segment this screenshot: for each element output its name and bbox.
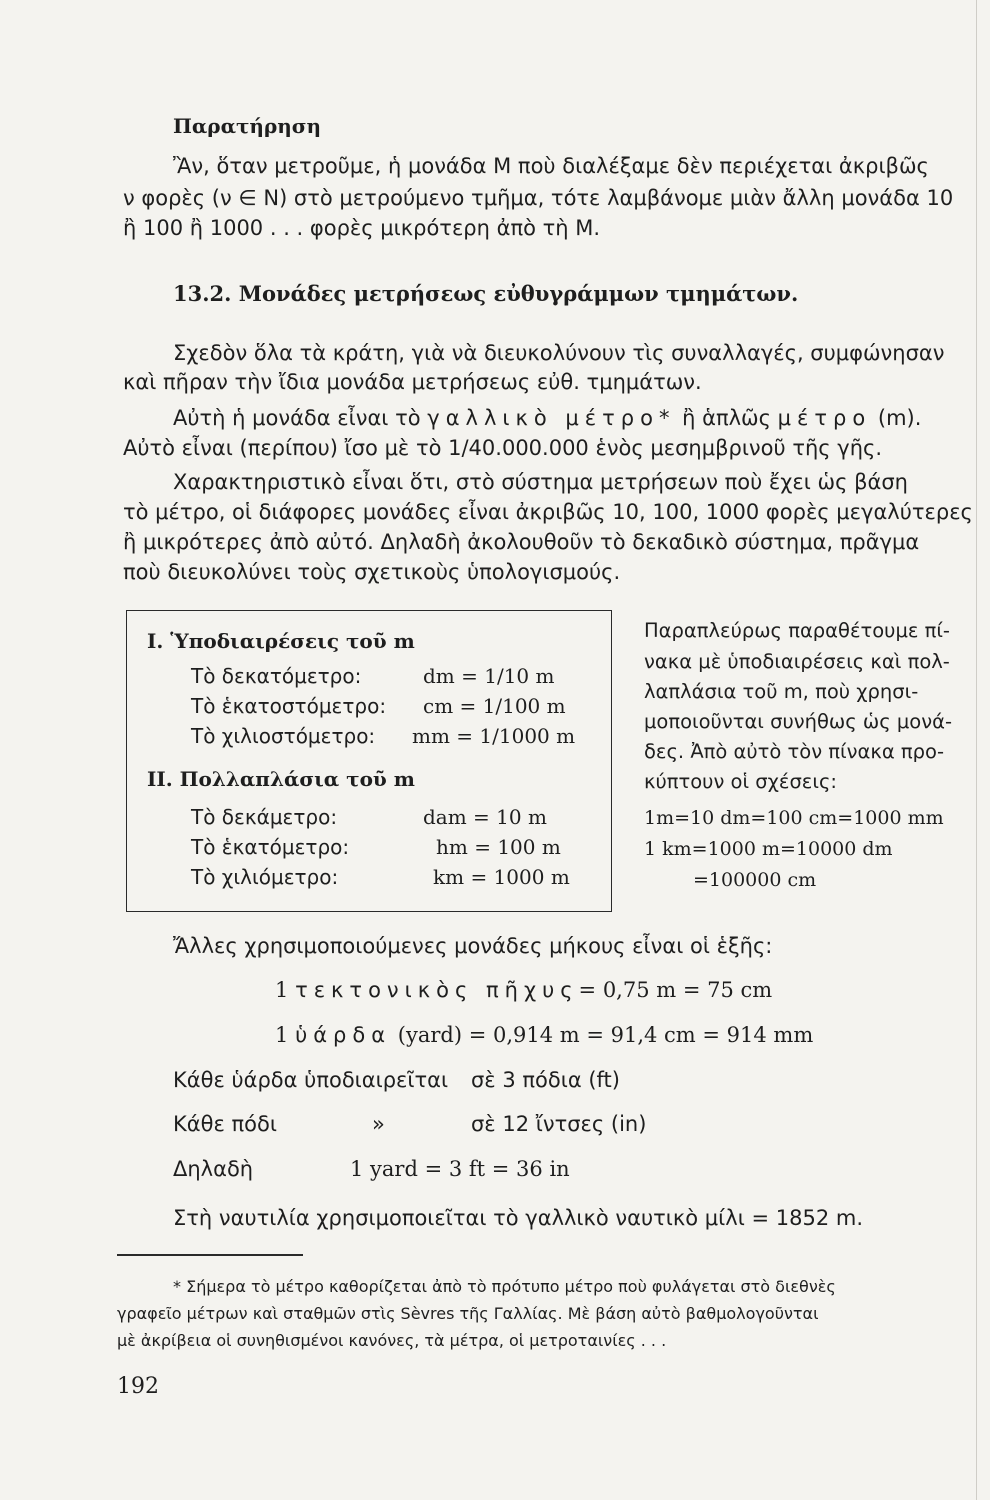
mult-row-name: Τὸ ἑκατόμετρο: xyxy=(191,835,350,859)
sub-row-value: mm = 1/1000 m xyxy=(412,724,576,748)
note-line-3: ἢ 100 ἢ 1000 . . . φορὲς μικρότερη ἀπὸ τὴ Μ. xyxy=(123,216,601,240)
footnote-line-2: γραφεῖο μέτρων καὶ σταθμῶν στὶς Sèvres τῆς Γαλλίας. Μὲ βάση αὐτὸ βαθμολογοῦνται xyxy=(117,1304,819,1323)
dilady-value: 1 yard = 3 ft = 36 in xyxy=(350,1157,570,1181)
note-line-1: Ἂν, ὅταν μετροῦμε, ἡ μονάδα Μ ποὺ διαλέξαμε δὲν περιέχεται ἀκριβῶς xyxy=(173,154,929,178)
side-line-2: νακα μὲ ὑποδιαιρέσεις καὶ πολ- xyxy=(644,650,950,673)
para3-line-3: ἢ μικρότερες ἀπὸ αὐτό. Δηλαδὴ ἀκολουθοῦν τὸ δεκαδικὸ σύστημα, πρᾶγμα xyxy=(123,530,920,554)
unit1-line xyxy=(275,976,772,1004)
mult-row-name: Τὸ δεκάμετρο: xyxy=(191,805,338,829)
unit1-value: = 0,75 m = 75 cm xyxy=(578,978,773,1002)
para3-line-4: ποὺ διευκολύνει τοὺς σχετικοὺς ὑπολογισμούς. xyxy=(123,560,621,584)
subdivisions-title: I. Ὑποδιαιρέσεις τοῦ m xyxy=(147,629,415,653)
section-heading: 13.2. Μονάδες μετρήσεως εὐθυγράμμων τμημάτων. xyxy=(173,281,799,306)
sub-row-value: dm = 1/10 m xyxy=(423,664,555,688)
unit1-number: 1 xyxy=(275,978,289,1002)
dilady-label: Δηλαδὴ xyxy=(173,1157,254,1181)
unit2-number: 1 xyxy=(275,1023,289,1047)
sub-row-name: Τὸ ἑκατοστόμετρο: xyxy=(191,694,387,718)
page-number: 192 xyxy=(117,1374,159,1399)
nautical-mile-line: Στὴ ναυτιλία χρησιμοποιεῖται τὸ γαλλικὸ ναυτικὸ μίλι = 1852 m. xyxy=(173,1206,864,1230)
mult-row-value: dam = 10 m xyxy=(423,805,547,829)
foot-line-label: Κάθε πόδι xyxy=(173,1112,277,1136)
multiples-title: II. Πολλαπλάσια τοῦ m xyxy=(147,767,415,791)
page-edge xyxy=(976,0,977,1500)
para2-text-b: ἢ ἁπλῶς xyxy=(682,406,771,430)
para2-term-french-metre: γαλλικὸ μέτρο* xyxy=(427,406,676,430)
para2-text-c: (m). xyxy=(877,406,922,430)
unit2-line xyxy=(275,1021,813,1049)
para2-line-1 xyxy=(173,404,921,432)
footnote-rule xyxy=(117,1254,303,1256)
para3-line-2: τὸ μέτρο, οἱ διάφορες μονάδες εἶναι ἀκριβῶς 10, 100, 1000 φορὲς μεγαλύτερες xyxy=(123,500,973,524)
unit2-term: ὑάρδα xyxy=(295,1023,392,1047)
footnote-line-3: μὲ ἀκρίβεια οἱ συνηθισμένοι κανόνες, τὰ μέτρα, οἱ μετροταινίες . . . xyxy=(117,1331,667,1350)
para1-line-1: Σχεδὸν ὅλα τὰ κράτη, γιὰ νὰ διευκολύνουν τὶς συναλλαγές, συμφώνησαν xyxy=(173,341,945,365)
mult-row-name: Τὸ χιλιόμετρο: xyxy=(191,865,339,889)
relation-line-2: 1 km=1000 m=10000 dm xyxy=(644,838,893,860)
other-units-intro: Ἄλλες χρησιμοποιούμενες μονάδες μήκους εἶναι οἱ ἑξῆς: xyxy=(173,934,773,958)
foot-line-ditto: » xyxy=(372,1112,385,1136)
mult-row-value: hm = 100 m xyxy=(436,835,561,859)
yard-line-label: Κάθε ὑάρδα ὑποδιαιρεῖται xyxy=(173,1068,449,1092)
foot-line-value: σὲ 12 ἴντσες (in) xyxy=(471,1112,647,1136)
sub-row-name: Τὸ δεκατόμετρο: xyxy=(191,664,362,688)
para1-line-2: καὶ πῆραν τὴν ἴδια μονάδα μετρήσεως εὐθ. τμημάτων. xyxy=(123,370,702,394)
note-heading: Παρατήρηση xyxy=(173,114,322,138)
sub-row-value: cm = 1/100 m xyxy=(423,694,566,718)
unit2-value: (yard) = 0,914 m = 91,4 cm = 914 mm xyxy=(397,1023,814,1047)
side-line-3: λαπλάσια τοῦ m, ποὺ χρησι- xyxy=(644,680,919,703)
side-line-4: μοποιοῦνται συνήθως ὡς μονά- xyxy=(644,710,952,733)
para2-term-metre: μέτρο xyxy=(777,406,872,430)
yard-line-value: σὲ 3 πόδια (ft) xyxy=(471,1068,620,1092)
note-line-2: ν φορὲς (ν ∈ Ν) στὸ μετρούμενο τμῆμα, τότε λαμβάνομε μιὰν ἄλλη μονάδα 10 xyxy=(123,186,954,210)
side-line-1: Παραπλεύρως παραθέτουμε πί- xyxy=(644,619,950,642)
side-line-6: κύπτουν οἱ σχέσεις: xyxy=(644,770,837,793)
side-line-5: δες. Ἀπὸ αὐτὸ τὸν πίνακα προ- xyxy=(644,740,945,763)
para2-text-a: Αὐτὴ ἡ μονάδα εἶναι τὸ xyxy=(173,406,421,430)
relation-line-1: 1m=10 dm=100 cm=1000 mm xyxy=(644,807,944,829)
para3-line-1: Χαρακτηριστικὸ εἶναι ὅτι, στὸ σύστημα μετρήσεων ποὺ ἔχει ὡς βάση xyxy=(173,470,908,494)
footnote-line-1: * Σήμερα τὸ μέτρο καθορίζεται ἀπὸ τὸ πρότυπο μέτρο ποὺ φυλάγεται στὸ διεθνὲς xyxy=(173,1277,836,1296)
mult-row-value: km = 1000 m xyxy=(433,865,570,889)
para2-line-2: Αὐτὸ εἶναι (περίπου) ἴσο μὲ τὸ 1/40.000.000 ἑνὸς μεσημβρινοῦ τῆς γῆς. xyxy=(123,436,883,460)
sub-row-name: Τὸ χιλιοστόμετρο: xyxy=(191,724,376,748)
unit1-term: τεκτονικὸς πῆχυς xyxy=(295,978,579,1002)
units-table-box xyxy=(126,610,612,912)
relation-line-3: =100000 cm xyxy=(693,869,817,891)
